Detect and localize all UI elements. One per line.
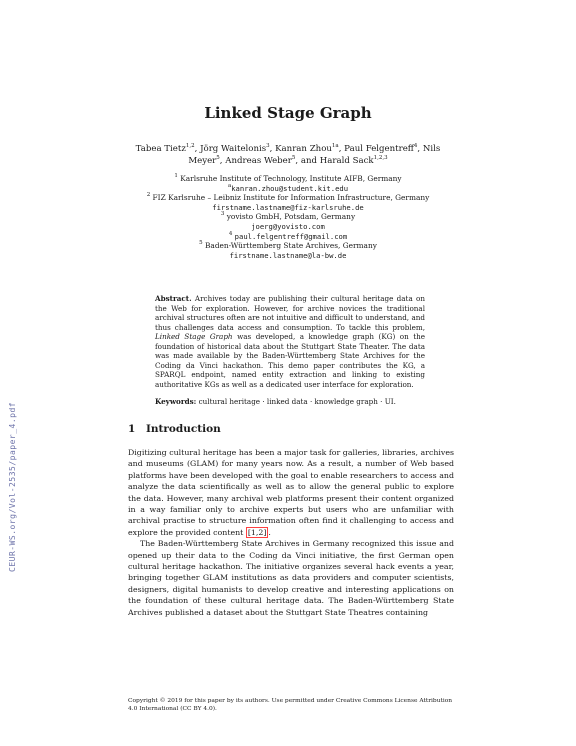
paragraph: The Baden-Württemberg State Archives in Germany recognized this issue and opened up their data to the Coding da Vinci initiative, the first German open cultural heritage hackathon. The initiative organizes several hack events a year, bringing together GLAM institutions as data providers and computer scientists, designers, digital humanists to develop creative and interesting applications on the foundation of these cultural heritage data. The Baden-Württemberg State Archives published a dataset about the Stuttgart State Theatres containing [128, 539, 454, 617]
author-separator: , and [295, 156, 320, 166]
author-name: Paul Felgentreff [344, 144, 414, 154]
affil-number: a [227, 182, 232, 189]
affiliation-line [120, 222, 456, 232]
affil-name: Karlsruhe Institute of Technology, Institute AIFB, Germany [180, 174, 402, 183]
affil-number: 5 [199, 240, 203, 247]
keywords-text: cultural heritage · linked data · knowledge graph · UI. [196, 397, 396, 406]
affiliation-line [120, 184, 456, 194]
affil-email: firstname.lastname@la-bw.de [229, 250, 347, 260]
author-name: Kanran Zhou [275, 144, 332, 154]
copyright-footer: Copyright © 2019 for this paper by its authors. Use permitted under Creative Commons License Attribution 4.0 International (CC BY 4.0). [128, 698, 453, 712]
abstract-text: was developed, a knowledge graph (KG) on the foundation of historical data about the Stuttgart State Theater. The data was made available by the Baden-Württemberg State Archives for the Coding da Vinci hackathon. This demo paper contributes the KG, a SPARQL endpoint, named entity extraction and linking to existing authoritative KGs as well as a dedicated user interface for exploration. [155, 332, 425, 389]
abstract-system-name: Linked Stage Graph [155, 332, 233, 341]
paper-title: Linked Stage Graph [204, 104, 372, 122]
affil-number: 2 [146, 192, 151, 199]
intro-body [128, 447, 454, 618]
keywords-label: Keywords: [155, 397, 197, 406]
author-affil-mark: 1,2 [185, 143, 195, 149]
abstract-label: Abstract. [155, 294, 192, 303]
affiliation-line [120, 193, 456, 203]
affiliations [120, 174, 456, 260]
author-affil-mark: 5 [291, 155, 296, 161]
side-identifier [2, 392, 17, 572]
affil-number: 1 [174, 173, 178, 179]
affil-number: 3 [220, 211, 225, 218]
author-separator: , [269, 144, 276, 154]
keywords [155, 397, 425, 407]
side-identifier-text: CEUR-WS.org/Vol-2535/paper_4.pdf [8, 401, 17, 572]
author-name: Harald Sack [319, 156, 374, 166]
affiliation-line [120, 241, 456, 251]
affil-number: 4 [228, 230, 233, 237]
author-name: Andreas Weber [225, 156, 292, 166]
author-affil-mark: 5 [216, 155, 220, 161]
affil-name: yovisto GmbH, Potsdam, Germany [226, 212, 356, 222]
author-list [128, 143, 448, 167]
author-affil-mark: 1a [331, 143, 339, 149]
affil-email: paul.felgentreff@gmail.com [234, 231, 348, 241]
author-affil-mark: 1,2,3 [373, 155, 388, 161]
author-affil-mark: 4 [413, 143, 418, 149]
affil-name: Baden-Württemberg State Archives, Germany [204, 241, 377, 251]
abstract [155, 294, 425, 389]
paragraph [128, 447, 454, 538]
affiliation-line [120, 212, 456, 222]
section-heading [128, 423, 221, 435]
affiliation-line [120, 251, 456, 261]
author-name: Nils Meyer [188, 144, 441, 166]
section-number: 1 [128, 423, 136, 435]
author-affil-mark: 3 [266, 143, 270, 149]
affil-email: joerg@yovisto.com [251, 221, 325, 231]
paragraph-text: . [268, 527, 271, 537]
author-name: Tabea Tietz [135, 144, 186, 154]
affiliation-line [120, 174, 456, 184]
affiliation-line [120, 203, 456, 213]
affil-email: kanran.zhou@student.kit.edu [231, 183, 349, 193]
abstract-text: Archives today are publishing their cultural heritage data on the Web for exploration. However, for archive novices the traditional archival structures often are not intuitive and difficult to understand, and thus challenges data access and consumption. To tackle this problem, [155, 294, 425, 332]
affiliation-line [120, 232, 456, 242]
author-name: Jörg Waitelonis [200, 144, 267, 154]
author-separator: , [417, 144, 423, 154]
author-separator: , [338, 144, 345, 154]
affil-email: firstname.lastname@fiz-karlsruhe.de [212, 202, 364, 212]
author-separator: , [219, 156, 226, 166]
citation-link[interactable]: [1,2] [247, 527, 267, 537]
paragraph-text: Digitizing cultural heritage has been a major task for galleries, libraries, archives and museums (GLAM) for many years now. As a result, a number of Web based platforms have been developed with the goal to enable researchers to access and analyze the data scientifically as well as to allow the general public to explore the data. However, many archival web platforms present their content organized in a way familiar only to archive experts but users who are unfamiliar with archival practise to structure information often find it challenging to access and explore the provided content [128, 448, 454, 537]
section-title: Introduction [146, 423, 221, 435]
affil-name: FIZ Karlsruhe – Leibniz Institute for Information Infrastructure, Germany [152, 193, 430, 203]
author-separator: , [194, 144, 201, 154]
